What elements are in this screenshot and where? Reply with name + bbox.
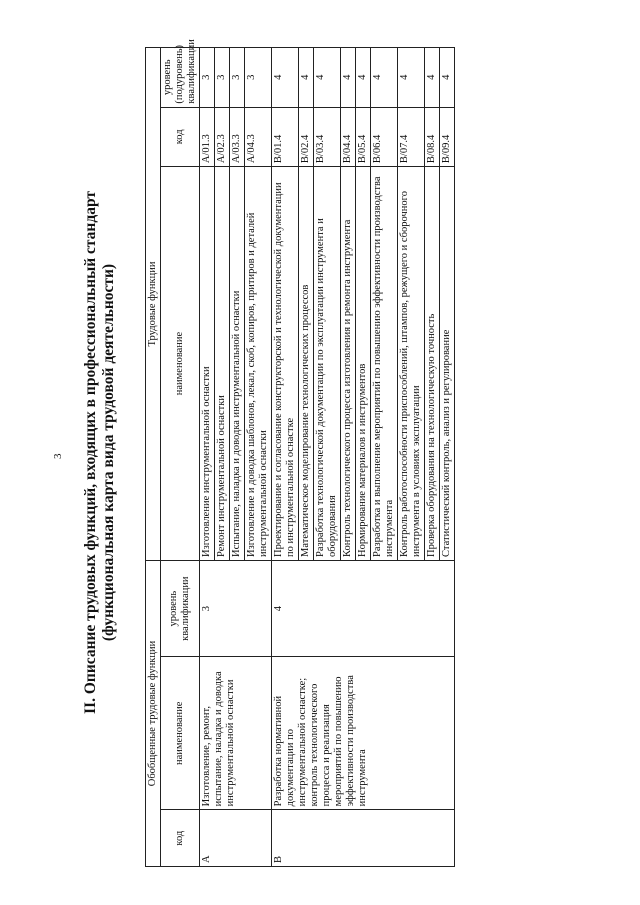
function-level: 4	[398, 48, 425, 108]
header-row-2	[161, 48, 200, 867]
function-name: Изготовление инструментальной оснастки	[200, 167, 215, 561]
function-code: В/01.4	[272, 107, 299, 167]
header-name: наименование	[161, 657, 200, 810]
group-code: А	[200, 810, 272, 867]
page-number: 3	[52, 453, 64, 459]
function-level: 4	[299, 48, 314, 108]
function-name: Проектирование и согласование конструкторской и технологической документации по инструментальной оснастке	[272, 167, 299, 561]
function-level: 3	[200, 48, 215, 108]
function-level: 4	[341, 48, 356, 108]
function-name: Разработка технологической документации по эксплуатации инструмента и оборудования	[314, 167, 341, 561]
function-level: 4	[440, 48, 455, 108]
function-code: В/05.4	[356, 107, 371, 167]
functions-table	[145, 39, 455, 867]
title-line-2: (функциональная карта вида трудовой деятельности)	[100, 263, 117, 642]
group-level: 3	[200, 560, 272, 656]
function-level: 4	[314, 48, 341, 108]
function-name: Проверка оборудования на технологическую точность	[425, 167, 440, 561]
function-name: Нормирование материалов и инструментов	[356, 167, 371, 561]
header-generalized: Обобщенные трудовые функции	[146, 560, 161, 866]
function-code: В/06.4	[371, 107, 398, 167]
header-code: код	[161, 810, 200, 867]
function-name: Контроль технологического процесса изготовления и ремонта инструмента	[341, 167, 356, 561]
group-code: В	[272, 810, 455, 867]
table-row	[200, 48, 215, 867]
function-code: А/02.3	[215, 107, 230, 167]
function-code: В/04.4	[341, 107, 356, 167]
function-level: 3	[230, 48, 245, 108]
function-code: А/04.3	[245, 107, 272, 167]
function-code: В/02.4	[299, 107, 314, 167]
function-level: 4	[356, 48, 371, 108]
title-line-1: II. Описание трудовых функций, входящих в профессиональный стандарт	[82, 191, 99, 714]
header-row-1	[146, 48, 161, 867]
table-row	[272, 48, 299, 867]
function-level: 4	[272, 48, 299, 108]
function-name: Контроль работоспособности приспособлений, штампов, режущего и сборочного инструмента в условиях эксплуатации	[398, 167, 425, 561]
function-code: В/03.4	[314, 107, 341, 167]
function-name: Статистический контроль, анализ и регулирование	[440, 167, 455, 561]
header-function-code: код	[161, 107, 200, 167]
header-function-level: уровень (подуровень) квалификации	[161, 48, 200, 108]
function-name: Изготовление и доводка шаблонов, лекал, скоб, копиров, притиров и деталей инструментальной оснастки	[245, 167, 272, 561]
section-heading	[82, 0, 118, 905]
function-name: Разработка и выполнение мероприятий по повышению эффективности производства инструмента	[371, 167, 398, 561]
function-level: 4	[371, 48, 398, 108]
function-name: Математическое моделирование технологических процессов	[299, 167, 314, 561]
group-name: Разработка нормативной документации по инструментальной оснастке; контроль технологического процесса и реализация мероприятий по повышению эффективности производства инструмента	[272, 657, 455, 810]
header-labor: Трудовые функции	[146, 48, 161, 561]
function-level: 3	[245, 48, 272, 108]
function-code: В/09.4	[440, 107, 455, 167]
function-level: 3	[215, 48, 230, 108]
function-code: А/03.3	[230, 107, 245, 167]
function-name: Ремонт инструментальной оснастки	[215, 167, 230, 561]
function-level: 4	[425, 48, 440, 108]
header-level: уровень квалификации	[161, 560, 200, 656]
group-name: Изготовление, ремонт, испытание, наладка и доводка инструментальной оснастки	[200, 657, 272, 810]
group-level: 4	[272, 560, 455, 656]
function-code: В/08.4	[425, 107, 440, 167]
header-function-name: наименование	[161, 167, 200, 561]
function-code: А/01.3	[200, 107, 215, 167]
function-name: Испытание, наладка и доводка инструментальной оснастки	[230, 167, 245, 561]
function-code: В/07.4	[398, 107, 425, 167]
